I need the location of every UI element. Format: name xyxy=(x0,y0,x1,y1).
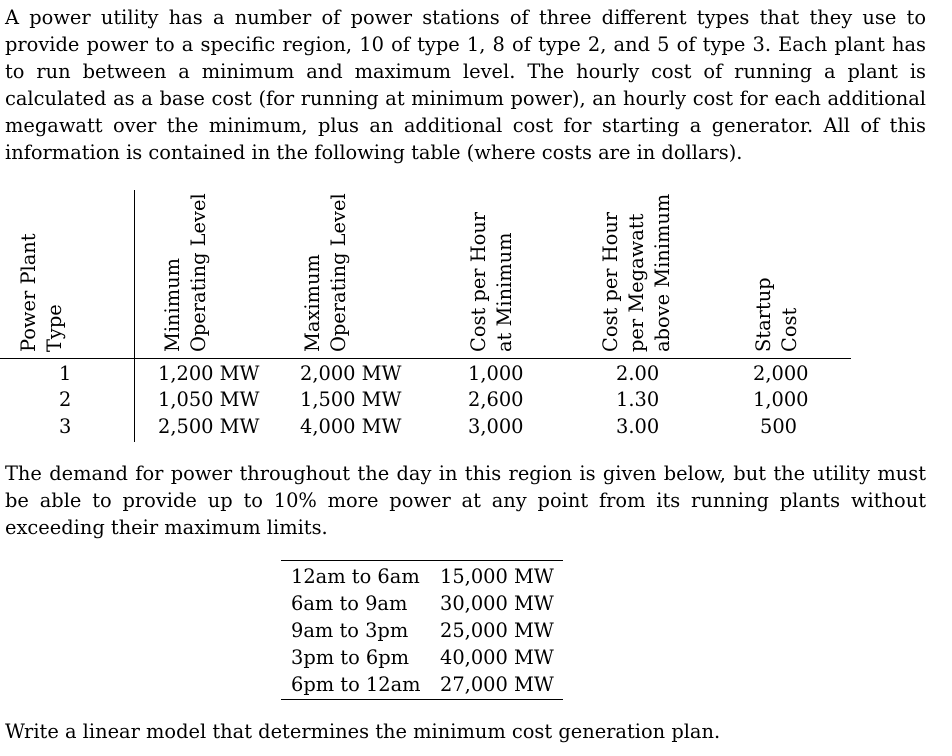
header-line: per Megawatt xyxy=(625,213,648,352)
demand-value: 25,000 MW xyxy=(440,619,554,642)
table-divider xyxy=(134,190,135,442)
cell-cost-min: 1,000 xyxy=(468,362,524,385)
demand-value: 40,000 MW xyxy=(440,646,554,669)
header-line: at Minimum xyxy=(493,232,516,352)
period-label: 9am to 3pm xyxy=(291,619,409,642)
cell-type: 2 xyxy=(59,388,72,411)
cell-cost-per-mw: 1.30 xyxy=(616,388,660,411)
demand-value: 30,000 MW xyxy=(440,592,554,615)
table-rule xyxy=(281,699,563,700)
cell-min-level: 1,050 MW xyxy=(158,388,260,411)
period-label: 6am to 9am xyxy=(291,592,408,615)
header-line: Maximum xyxy=(301,254,324,352)
cell-cost-min: 2,600 xyxy=(468,388,524,411)
header-cost-min xyxy=(466,212,518,352)
table-rule xyxy=(281,560,563,561)
header-min-level xyxy=(160,193,212,352)
demand-value: 27,000 MW xyxy=(440,673,554,696)
intro-paragraph: A power utility has a number of power stations of three different types that they use to provide power to a specific region, 10 of type 1, 8 of type 2, and 5 of type 3. Each plant has to run between a minimum and maximum level. The hourly cost of running a plant is calculated as a base cost (for running at minimum power), an hourly cost for each additional megawatt over the minimum, plus an additional cost for starting a generator. All of this information is contained in the following table (where costs are in dollars). xyxy=(5,6,926,164)
period-label: 3pm to 6pm xyxy=(291,646,410,669)
table-rule xyxy=(0,358,851,359)
demand-table xyxy=(281,560,563,700)
question-paragraph: Write a linear model that determines the minimum cost generation plan. xyxy=(5,720,721,743)
header-line: Startup xyxy=(752,277,775,352)
cell-type: 3 xyxy=(59,415,72,438)
plant-table xyxy=(0,188,851,442)
header-plant-type xyxy=(16,233,68,352)
header-line: Cost xyxy=(778,307,801,352)
period-label: 6pm to 12am xyxy=(291,673,421,696)
header-line: Operating Level xyxy=(327,193,350,352)
header-cost-per-mw xyxy=(598,194,676,352)
cell-min-level: 1,200 MW xyxy=(158,362,260,385)
header-line: Minimum xyxy=(161,257,184,352)
cell-startup-cost: 500 xyxy=(760,415,798,438)
cell-cost-per-mw: 3.00 xyxy=(616,415,660,438)
header-line: Cost per Hour xyxy=(467,211,490,352)
cell-type: 1 xyxy=(59,362,72,385)
demand-paragraph: The demand for power throughout the day in this region is given below, but the utility must be able to provide up to 10% more power at any point from its running plants without exceeding their maximum limits. xyxy=(5,462,926,539)
header-line: Power Plant xyxy=(17,233,40,352)
cell-cost-min: 3,000 xyxy=(468,415,524,438)
cell-max-level: 4,000 MW xyxy=(300,415,402,438)
header-max-level xyxy=(300,193,352,352)
header-line: Type xyxy=(43,304,66,352)
cell-startup-cost: 1,000 xyxy=(753,388,809,411)
header-line: above Minimum xyxy=(651,193,674,352)
cell-startup-cost: 2,000 xyxy=(753,362,809,385)
period-label: 12am to 6am xyxy=(291,565,420,588)
cell-max-level: 2,000 MW xyxy=(300,362,402,385)
header-line: Operating Level xyxy=(187,193,210,352)
cell-cost-per-mw: 2.00 xyxy=(616,362,660,385)
demand-value: 15,000 MW xyxy=(440,565,554,588)
header-startup-cost xyxy=(751,277,803,352)
cell-max-level: 1,500 MW xyxy=(300,388,402,411)
header-line: Cost per Hour xyxy=(599,211,622,352)
cell-min-level: 2,500 MW xyxy=(158,415,260,438)
